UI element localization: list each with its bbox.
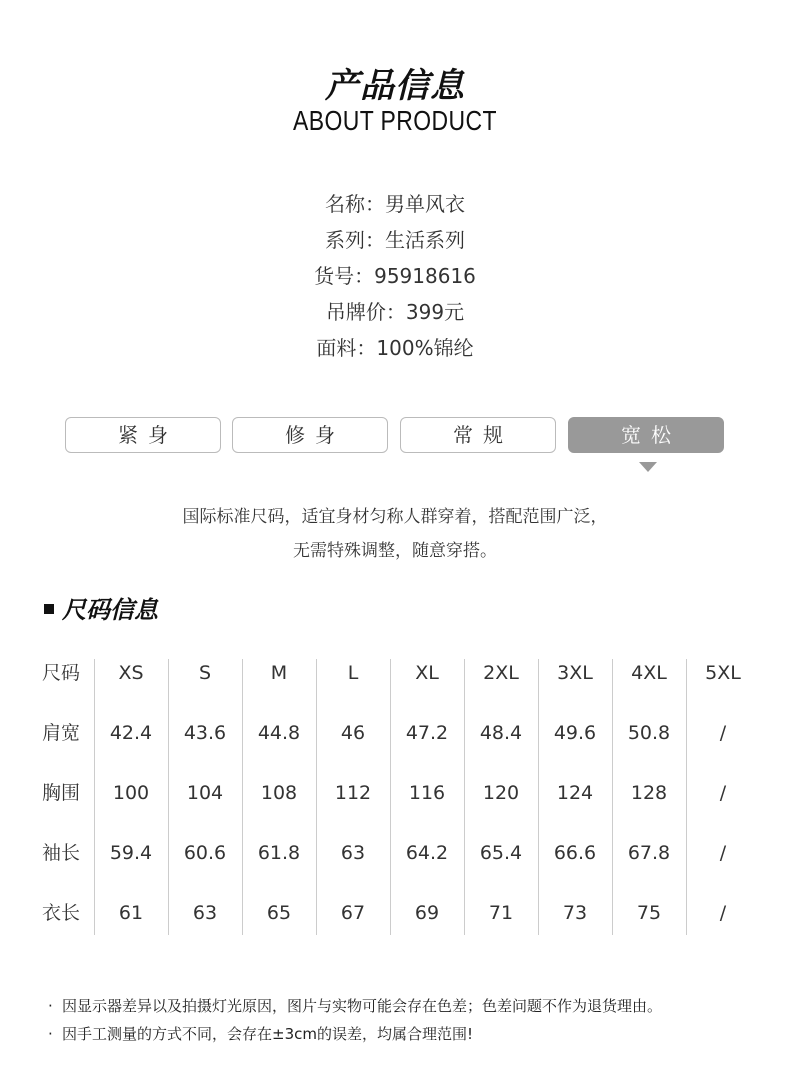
fit-description-line: 国际标准尺码，适宜身材匀称人群穿着，搭配范围广泛， (182, 507, 608, 527)
table-cell: 104 (186, 782, 224, 804)
table-cell: / (719, 782, 727, 804)
table-cell: 69 (414, 902, 440, 924)
table-cell: 100 (112, 782, 150, 804)
fit-description-line: 无需特殊调整，随意穿搭。 (293, 541, 497, 561)
table-cell: 124 (556, 782, 594, 804)
fit-selector (65, 417, 725, 453)
table-row-label: 胸围 (42, 782, 81, 804)
column-divider (538, 659, 539, 935)
fit-tab-loose[interactable]: 宽松 (568, 417, 724, 453)
column-divider (316, 659, 317, 935)
product-info (0, 186, 790, 366)
note-item (48, 992, 768, 1020)
table-cell: 60.6 (183, 842, 227, 864)
fit-description (0, 500, 790, 568)
table-row-label: 袖长 (42, 842, 81, 864)
table-row (30, 763, 760, 823)
table-cell: / (719, 902, 727, 924)
column-divider (94, 659, 95, 935)
title-en: ABOUT PRODUCT (293, 105, 497, 136)
table-cell: 67 (340, 902, 366, 924)
product-name: 名称：男单风衣 (325, 192, 465, 216)
table-cell: 48.4 (479, 722, 523, 744)
table-cell: 43.6 (183, 722, 227, 744)
product-price: 吊牌价：399元 (325, 300, 465, 324)
product-fabric: 面料：100%锦纶 (316, 336, 474, 360)
table-header-cell: M (270, 662, 288, 684)
fit-tab-tight[interactable]: 紧身 (65, 417, 221, 453)
table-cell: 75 (636, 902, 662, 924)
table-header-cell: XL (415, 662, 439, 684)
table-cell: 120 (482, 782, 520, 804)
table-cell: 65.4 (479, 842, 523, 864)
table-cell: / (719, 722, 727, 744)
table-header-cell: L (347, 662, 359, 684)
table-row (30, 703, 760, 763)
fit-tab-slim[interactable]: 修身 (232, 417, 388, 453)
table-cell: 61 (118, 902, 144, 924)
column-divider (686, 659, 687, 935)
table-header-cell: XS (118, 662, 144, 684)
table-cell: 116 (408, 782, 446, 804)
table-cell: 44.8 (257, 722, 301, 744)
note-item (48, 1020, 768, 1048)
table-cell: 49.6 (553, 722, 597, 744)
product-series: 系列：生活系列 (325, 228, 465, 252)
note-text: 因手工测量的方式不同，会存在±3cm的误差，均属合理范围! (62, 1025, 473, 1043)
notes (48, 992, 768, 1048)
table-row (30, 823, 760, 883)
table-header-cell: 3XL (557, 662, 593, 684)
column-divider (464, 659, 465, 935)
table-cell: 112 (334, 782, 372, 804)
table-cell: 128 (630, 782, 668, 804)
note-bullet: · (48, 1025, 53, 1043)
note-text: 因显示器差异以及拍摄灯光原因，图片与实物可能会存在色差；色差问题不作为退货理由。 (62, 997, 663, 1015)
size-table (30, 643, 760, 943)
table-cell: 64.2 (405, 842, 449, 864)
table-cell: 63 (340, 842, 366, 864)
title-cn: 产品信息 (325, 66, 465, 106)
column-divider (612, 659, 613, 935)
square-bullet-icon (44, 604, 54, 614)
table-cell: 67.8 (627, 842, 671, 864)
table-cell: 59.4 (109, 842, 153, 864)
table-cell: 108 (260, 782, 298, 804)
table-cell: 50.8 (627, 722, 671, 744)
table-header-cell: 4XL (631, 662, 667, 684)
table-cell: 66.6 (553, 842, 597, 864)
size-section-title: 尺码信息 (62, 596, 158, 624)
table-row (30, 883, 760, 943)
table-header-cell: 尺码 (42, 662, 81, 684)
column-divider (242, 659, 243, 935)
table-header-cell: 2XL (483, 662, 519, 684)
fit-tab-regular[interactable]: 常规 (400, 417, 556, 453)
table-header-cell: 5XL (705, 662, 741, 684)
table-cell: 65 (266, 902, 292, 924)
table-cell: 61.8 (257, 842, 301, 864)
table-cell: 46 (340, 722, 366, 744)
table-cell: / (719, 842, 727, 864)
table-cell: 71 (488, 902, 514, 924)
table-row-label: 衣长 (42, 902, 81, 924)
column-divider (168, 659, 169, 935)
table-cell: 73 (562, 902, 588, 924)
table-row-label: 肩宽 (42, 722, 81, 744)
product-sku: 货号：95918616 (314, 264, 476, 288)
note-bullet: · (48, 997, 53, 1015)
table-header-row (30, 643, 760, 703)
table-cell: 47.2 (405, 722, 449, 744)
table-header-cell: S (198, 662, 212, 684)
table-cell: 42.4 (109, 722, 153, 744)
column-divider (390, 659, 391, 935)
table-cell: 63 (192, 902, 218, 924)
fit-indicator-arrow-icon (639, 462, 657, 472)
